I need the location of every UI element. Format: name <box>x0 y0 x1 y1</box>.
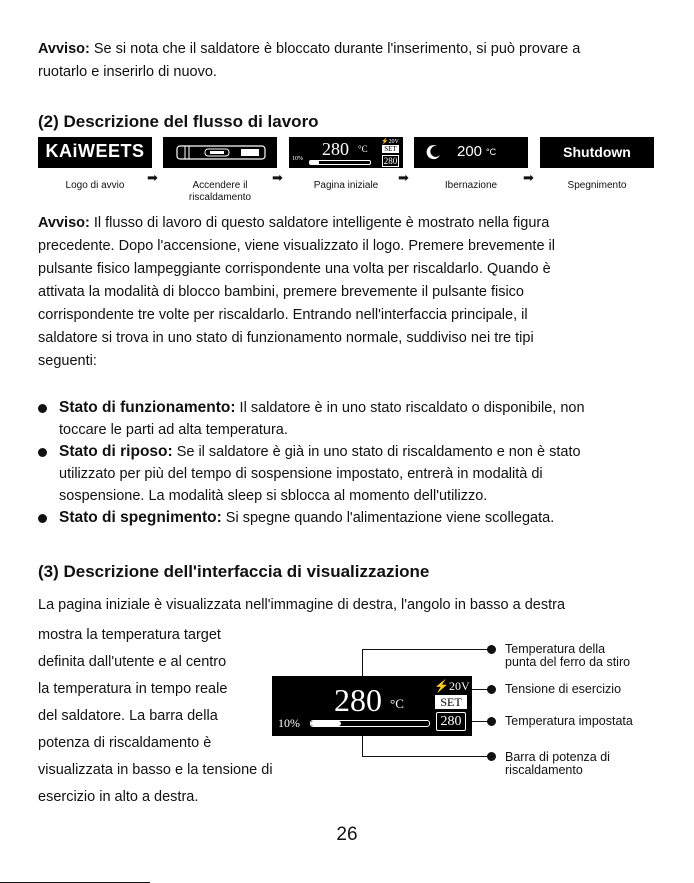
notice-text: Se si nota che il saldatore è bloccato durante l'inserimento, si può provare a <box>89 41 581 57</box>
callout-line <box>362 736 363 757</box>
callout-dot <box>487 717 496 726</box>
label-line: Barra di potenza di <box>505 750 610 764</box>
home-voltage: ⚡20V <box>381 139 399 145</box>
label-voltage: Tensione di esercizio <box>505 682 622 696</box>
home-percent: 10% <box>292 156 303 162</box>
state-text-cont: sospensione. La modalità sleep si sblocca al momento dell'utilizzo. <box>59 488 488 504</box>
display-voltage: ⚡20V <box>434 679 470 693</box>
moon-icon <box>426 144 442 160</box>
display-power-fill <box>311 721 341 726</box>
callout-line <box>362 649 492 650</box>
logo-text: KAiWEETS <box>45 141 145 161</box>
state-title: Stato di spegnimento: <box>59 509 222 526</box>
notice-text-cont: ruotarlo e inserirlo di nuovo. <box>38 64 217 80</box>
body-line: potenza di riscaldamento è <box>38 735 212 751</box>
screen-hibernate <box>414 137 528 168</box>
body-line: del saldatore. La barra della <box>38 708 218 724</box>
label-line: Temperatura della <box>505 642 606 656</box>
caption-logo: Logo di avvio <box>65 180 125 191</box>
state-text: Si spegne quando l'alimentazione viene scollegata. <box>221 510 555 526</box>
notice-text-line: attivata la modalità di blocco bambini, premere brevemente il pulsante fisico <box>38 284 524 300</box>
body-line: mostra la temperatura target <box>38 627 221 643</box>
label-tip-temp <box>505 643 630 669</box>
caption-shutdown: Spegnimento <box>567 180 627 191</box>
state-item <box>38 397 658 441</box>
label-set-temp: Temperatura impostata <box>505 714 633 728</box>
state-text-cont: utilizzato per più del tempo di sospensione impostato, entrerà in modalità di <box>59 466 543 482</box>
display-set-value: 280 <box>436 712 466 731</box>
display-power-bar <box>310 720 430 727</box>
arrow-icon: ➡ <box>523 170 534 185</box>
body-line: la temperatura in tempo reale <box>38 681 228 697</box>
display-set-badge: SET <box>435 695 467 709</box>
state-text: Il saldatore è in uno stato riscaldato o disponibile, non <box>235 400 585 416</box>
bullet-icon <box>38 448 47 457</box>
notice-2 <box>38 212 673 373</box>
display-temp: 280 <box>334 682 382 718</box>
hibernate-unit: °C <box>486 147 497 157</box>
state-title: Stato di riposo: <box>59 443 173 460</box>
label-line: riscaldamento <box>505 763 583 777</box>
notice-text-line: precedente. Dopo l'accensione, viene visualizzato il logo. Premere brevemente il <box>38 238 555 254</box>
home-set-value: 280 <box>383 156 398 166</box>
screen-shutdown <box>540 137 654 168</box>
home-set-badge: SET <box>382 145 399 153</box>
notice-text: Il flusso di lavoro di questo saldatore intelligente è mostrato nella figura <box>89 215 550 231</box>
state-title: Stato di funzionamento: <box>59 399 236 416</box>
home-unit: °C <box>358 144 368 154</box>
notice-1 <box>38 38 668 84</box>
callout-line <box>362 756 492 757</box>
caption-heating: Accendere il riscaldamento <box>188 180 252 203</box>
callout-dot <box>487 685 496 694</box>
section-3-title: (3) Descrizione dell'interfaccia di visualizzazione <box>38 562 430 581</box>
section-2-title: (2) Descrizione del flusso di lavoro <box>38 112 319 131</box>
page-number: 26 <box>336 824 358 845</box>
soldering-iron-icon <box>163 137 277 168</box>
state-text-cont: toccare le parti ad alta temperatura. <box>59 422 288 438</box>
callout-dot <box>487 752 496 761</box>
state-item <box>38 507 658 529</box>
caption-hibernate: Ibernazione <box>444 180 498 191</box>
display-screen <box>272 676 472 736</box>
state-item <box>38 441 658 507</box>
screen-heating <box>163 137 277 168</box>
screen-logo <box>38 137 152 168</box>
screen-home <box>289 137 403 168</box>
caption-home: Pagina iniziale <box>313 180 379 191</box>
notice-text-line: saldatore si trova in uno stato di funzionamento normale, suddiviso nei tre tipi <box>38 330 534 346</box>
display-unit: °C <box>390 696 404 711</box>
body-line: visualizzata in basso e la tensione di <box>38 762 273 778</box>
home-power-fill <box>310 161 319 164</box>
body-line: definita dall'utente e al centro <box>38 654 227 670</box>
hibernate-temp: 200 <box>457 143 483 160</box>
display-percent: 10% <box>278 716 300 730</box>
section-3-intro: La pagina iniziale è visualizzata nell'immagine di destra, l'angolo in basso a destra <box>38 597 566 613</box>
home-temp: 280 <box>322 139 349 159</box>
bullet-icon <box>38 514 47 523</box>
home-power-bar <box>309 160 371 165</box>
state-text: Se il saldatore è già in uno stato di riscaldamento e non è stato <box>172 444 581 460</box>
notice-text-line: pulsante fisico lampeggiante corrispondente una volta per riscaldarlo. Quando è <box>38 261 551 277</box>
notice-text-line: corrispondente tre volte per riscaldarlo. Entrando nell'interfaccia principale, il <box>38 307 528 323</box>
body-line: esercizio in alto a destra. <box>38 789 199 805</box>
callout-line <box>362 649 363 676</box>
arrow-icon: ➡ <box>398 170 409 185</box>
arrow-icon: ➡ <box>272 170 283 185</box>
shutdown-text: Shutdown <box>563 144 631 160</box>
bullet-icon <box>38 404 47 413</box>
arrow-icon: ➡ <box>147 170 158 185</box>
label-line: punta del ferro da stiro <box>505 655 631 669</box>
notice-label: Avviso: <box>38 215 90 231</box>
label-power-bar <box>505 751 610 777</box>
notice-label: Avviso: <box>38 41 90 57</box>
callout-dot <box>487 645 496 654</box>
notice-text-line: seguenti: <box>38 353 97 369</box>
